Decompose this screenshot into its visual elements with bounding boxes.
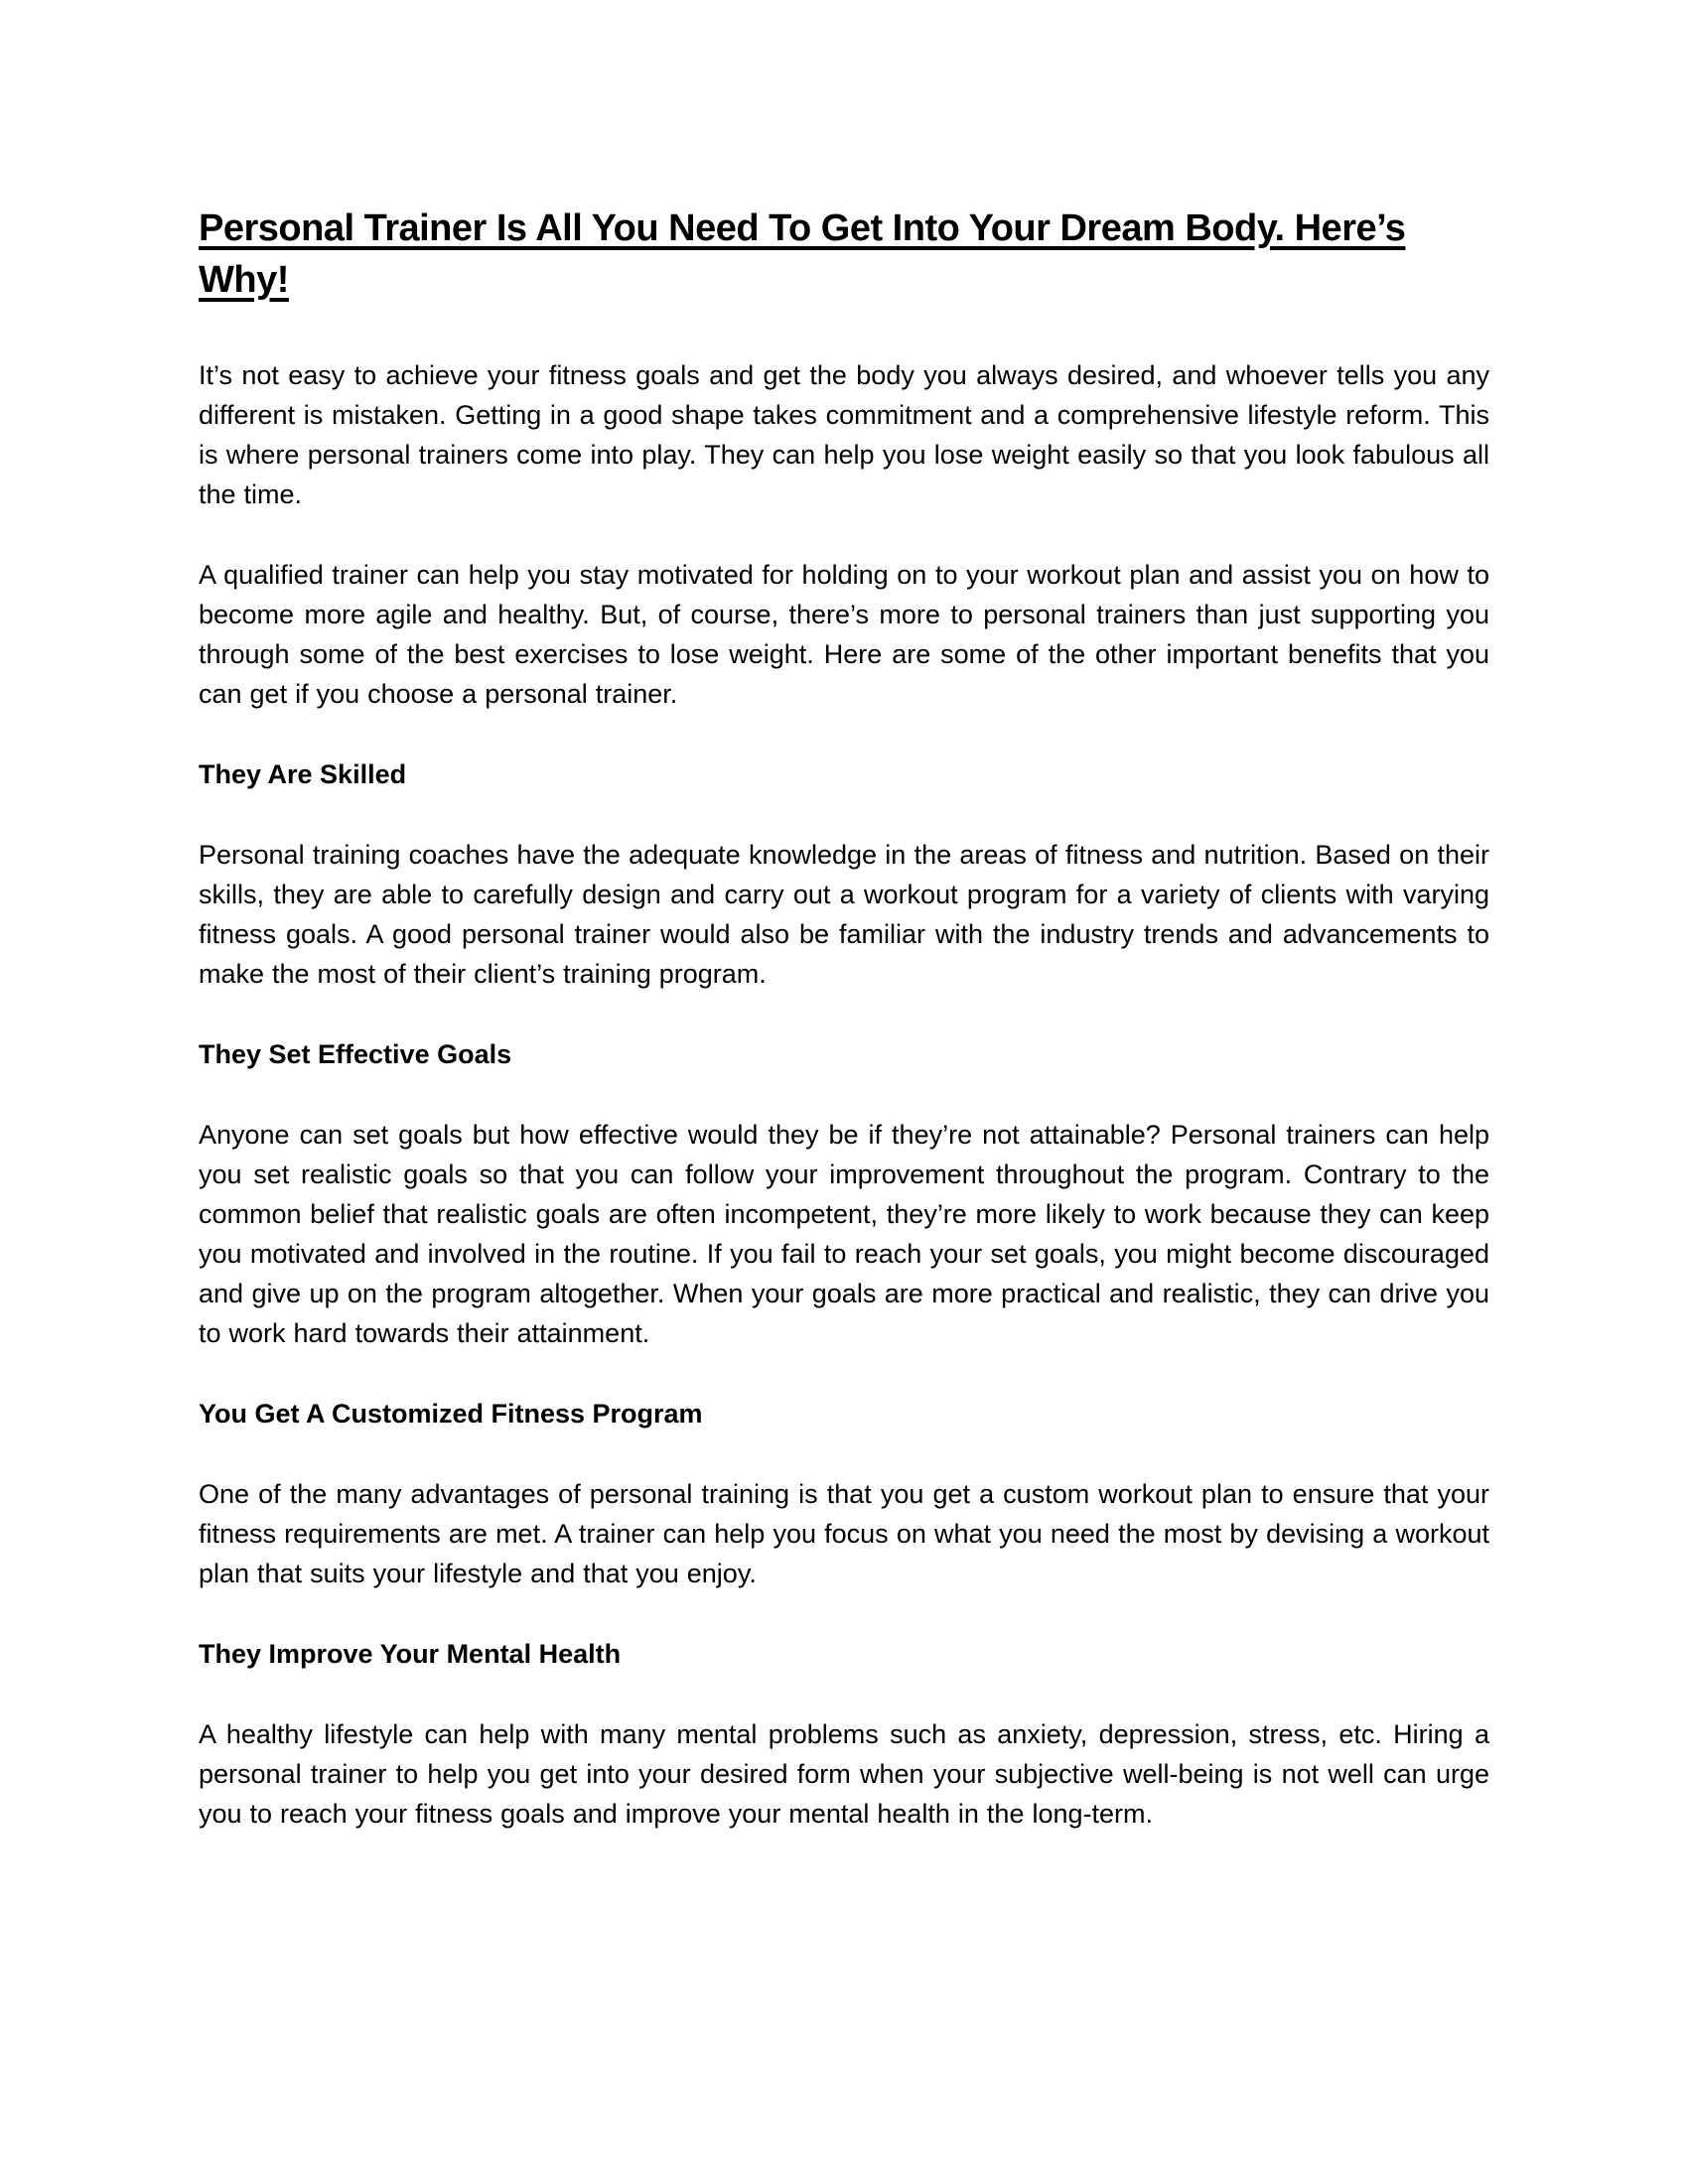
intro-paragraph-2: A qualified trainer can help you stay motivated for holding on to your workout plan and assist you on how to become more agile and healthy. But, of course, there’s more to personal trainers than just supporting you through some of the best exercises to lose weight. Here are some of the other important benefits that you can get if you choose a personal trainer.: [199, 560, 1489, 709]
section-heading-they-set-effective-goals: They Set Effective Goals: [199, 1039, 512, 1069]
section-heading-improve-mental-health: They Improve Your Mental Health: [199, 1639, 622, 1669]
section-paragraph-they-set-effective-goals: Anyone can set goals but how effective would they be if they’re not attainable? Personal trainers can help you set realistic goals so that you can follow your improvement throughout the program. Contrary to the common belief that realistic goals are often incompetent, they’re more likely to work because they can keep you motivated and involved in the routine. If you fail to reach your set goals, you might become discouraged and give up on the program altogether. When your goals are more practical and realistic, they can drive you to work hard towards their attainment.: [199, 1120, 1489, 1348]
intro-paragraph-1: It’s not easy to achieve your fitness goals and get the body you always desired, and whoever tells you any different is mistaken. Getting in a good shape takes commitment and a comprehensive lifestyle reform. This is where personal trainers come into play. They can help you lose weight easily so that you look fabulous all the time.: [199, 360, 1489, 509]
article-title-line-1: Personal Trainer Is All You Need To Get Into Your Dream Body. Here’s: [199, 207, 1406, 249]
article-title-line-2: Why!: [199, 259, 289, 301]
section-they-set-effective-goals: [199, 1034, 1489, 1353]
section-paragraph-they-are-skilled: Personal training coaches have the adequate knowledge in the areas of fitness and nutrition. Based on their skills, they are able to carefully design and carry out a workout program for a variety of clients with varying fitness goals. A good personal trainer would also be familiar with the industry trends and advancements to make the most of their client’s training program.: [199, 840, 1489, 989]
article-title: [199, 203, 1489, 306]
section-improve-mental-health: [199, 1634, 1489, 1834]
section-paragraph-customized-fitness-program: One of the many advantages of personal training is that you get a custom workout plan to ensure that your fitness requirements are met. A trainer can help you focus on what you need the most by devising a workout plan that suits your lifestyle and that you enjoy.: [199, 1479, 1489, 1588]
section-customized-fitness-program: [199, 1394, 1489, 1593]
section-heading-they-are-skilled: They Are Skilled: [199, 759, 407, 789]
section-they-are-skilled: [199, 754, 1489, 994]
section-heading-customized-fitness-program: You Get A Customized Fitness Program: [199, 1399, 703, 1429]
section-paragraph-improve-mental-health: A healthy lifestyle can help with many mental problems such as anxiety, depression, stress, etc. Hiring a personal trainer to help you get into your desired form when your subjective well-being is not well can urge you to reach your fitness goals and improve your mental health in the long-term.: [199, 1719, 1489, 1829]
